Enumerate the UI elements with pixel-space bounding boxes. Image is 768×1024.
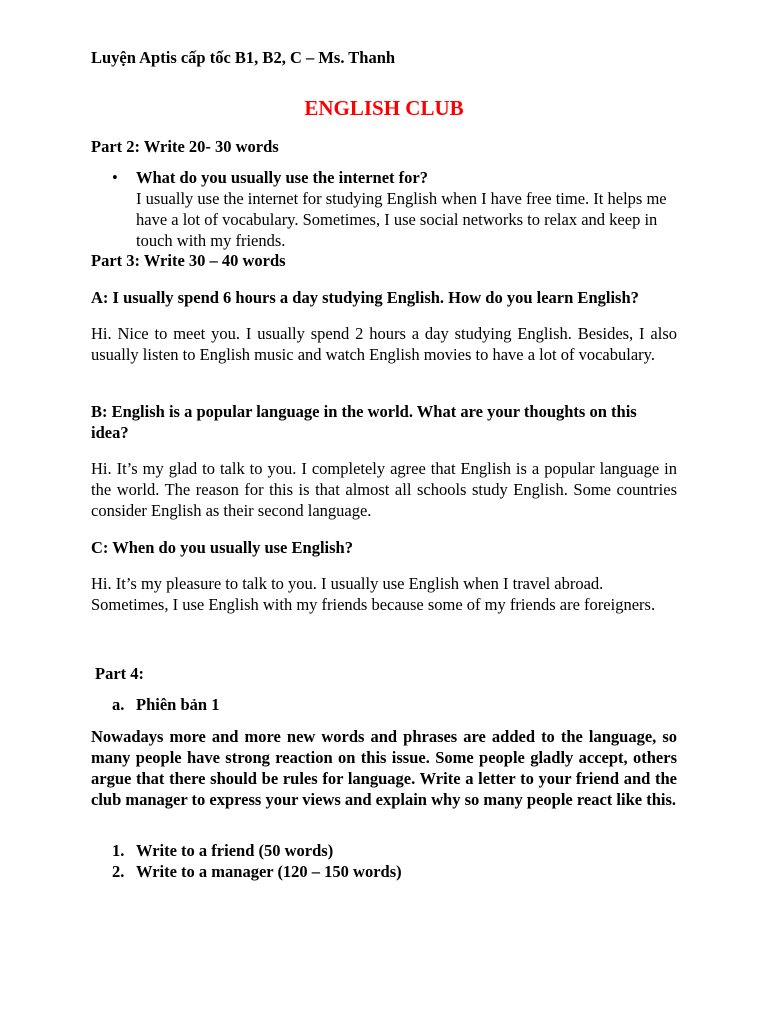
version-label: Phiên bản 1 — [136, 695, 220, 714]
part2-heading: Part 2: Write 20- 30 words — [91, 137, 279, 156]
part2-question: What do you usually use the internet for? — [136, 168, 428, 187]
part3-heading: Part 3: Write 30 – 40 words — [91, 251, 286, 270]
part3-answer-a: Hi. Nice to meet you. I usually spend 2 hours a day studying English. Besides, I also usually listen to English music and watch English movies to have a lot of vocabulary. — [91, 324, 677, 364]
page-title: ENGLISH CLUB — [304, 96, 464, 120]
list-marker: 1. — [112, 841, 125, 860]
part2-answer: I usually use the internet for studying English when I have free time. It helps me have a lot of vocabulary. Sometimes, I use social networks to relax and keep in touch with my friends. — [136, 189, 667, 250]
part4-heading: Part 4: — [95, 664, 145, 683]
bullet-marker: • — [112, 168, 118, 187]
list-marker: a. — [112, 695, 125, 714]
part3-question-c: C: When do you usually use English? — [91, 538, 353, 557]
list-marker: 2. — [112, 862, 125, 881]
task-label: Write to a manager (120 – 150 words) — [136, 862, 402, 881]
part3-answer-c: Hi. It’s my pleasure to talk to you. I usually use English when I travel abroad. Sometimes, I use English with my friends because some of my friends are foreigners. — [91, 574, 656, 614]
task-label: Write to a friend (50 words) — [136, 841, 334, 860]
part3-answer-b: Hi. It’s my glad to talk to you. I completely agree that English is a popular language in the world. The reason for this is that almost all schools study English. Some countries consider English as their second language. — [91, 459, 677, 520]
part3-question-b: B: English is a popular language in the world. What are your thoughts on this idea? — [91, 402, 637, 442]
part3-question-a: A: I usually spend 6 hours a day studying English. How do you learn English? — [91, 288, 639, 307]
part4-prompt: Nowadays more and more new words and phrases are added to the language, so many people have strong reaction on this issue. Some people gladly accept, others argue that there should be rules for language. Write a letter to your friend and the club manager to express your views and explain why so many people react like this. — [91, 727, 677, 809]
course-header: Luyện Aptis cấp tốc B1, B2, C – Ms. Thanh — [91, 48, 396, 67]
